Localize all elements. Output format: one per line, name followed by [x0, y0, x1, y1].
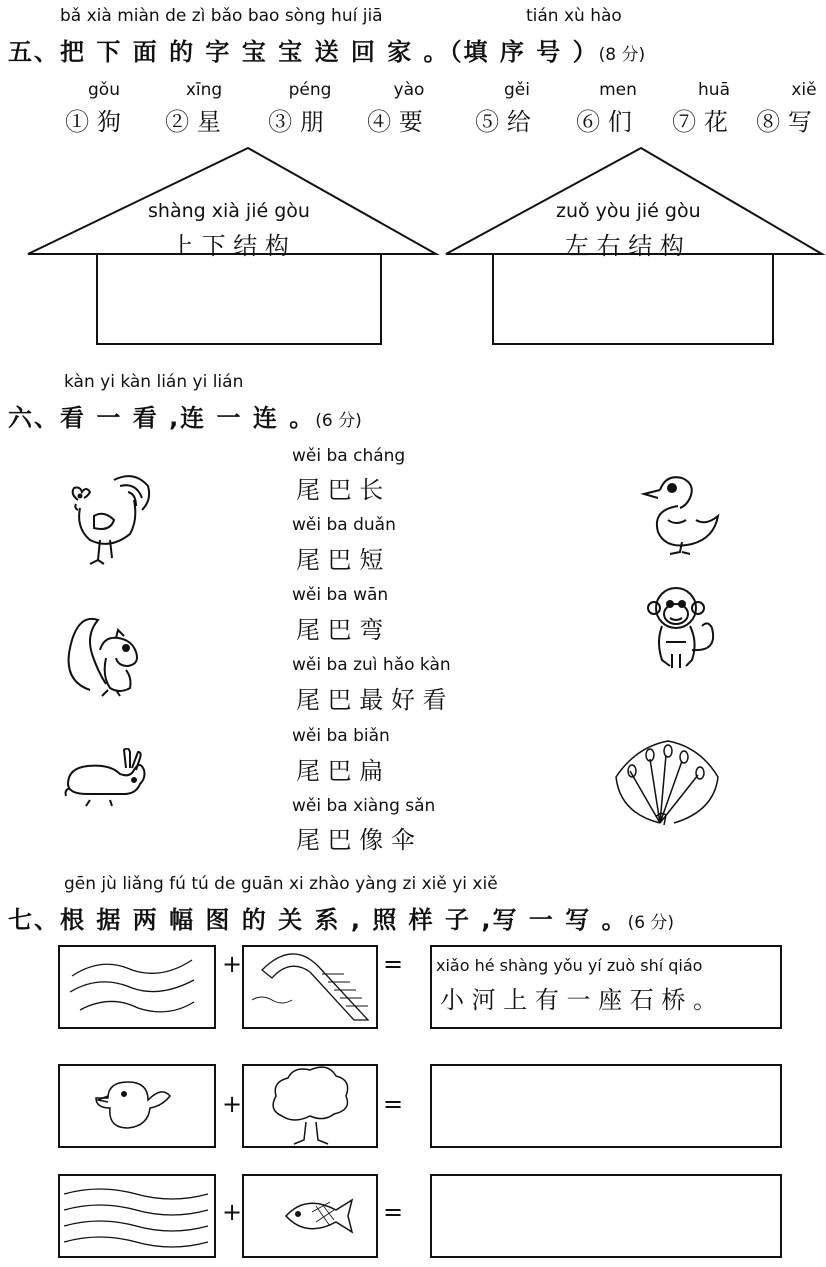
house-left-label: 上 下 结 构 [170, 232, 289, 260]
section5-heading [8, 32, 645, 67]
rooster-icon[interactable] [58, 470, 158, 570]
section6-pinyin: kàn yi kàn lián yi lián [64, 372, 244, 392]
char-option [153, 80, 233, 137]
phrase-pinyin: wěi ba wān [292, 585, 389, 605]
char-hanzi: 们 [607, 108, 632, 136]
equals-sign: = [383, 950, 404, 978]
phrase-hanzi[interactable]: 尾 巴 扁 [296, 757, 384, 785]
water-picture [59, 1175, 215, 1257]
section5-title: 把 下 面 的 字 宝 宝 送 回 家 。 [60, 38, 450, 66]
section5-score: (8 分) [598, 45, 646, 65]
phrase-pinyin: wěi ba duǎn [292, 515, 396, 535]
char-number: ⑤ [475, 108, 500, 136]
char-number: ② [165, 108, 190, 136]
section7-title: 根 据 两 幅 图 的 关 系 , 照 样 子 ,写 一 写 。 [60, 906, 628, 934]
char-pinyin: gǒu [88, 80, 120, 100]
char-pinyin: huā [698, 80, 730, 100]
char-pinyin: men [599, 80, 637, 100]
char-number: ③ [268, 108, 293, 136]
rabbit-icon[interactable] [60, 748, 150, 808]
plus-sign: + [222, 950, 243, 978]
answer-box-2[interactable] [431, 1065, 781, 1147]
tree-picture [243, 1065, 377, 1147]
plus-sign: + [222, 1090, 243, 1118]
equals-sign: = [383, 1198, 404, 1226]
char-pinyin: péng [288, 80, 332, 100]
char-pinyin: xiě [791, 80, 817, 100]
char-hanzi: 狗 [96, 108, 121, 136]
house-right-answer-box[interactable] [493, 254, 773, 344]
char-hanzi: 星 [196, 108, 221, 136]
house-left-answer-box[interactable] [97, 254, 381, 344]
monkey-icon[interactable] [636, 582, 726, 672]
char-hanzi: 要 [398, 108, 423, 136]
section5-number: 五、 [8, 38, 60, 66]
phrase-pinyin: wěi ba cháng [292, 446, 406, 466]
section6-heading [8, 398, 362, 433]
section7-score: (6 分) [627, 913, 675, 933]
house-right-pinyin: zuǒ yòu jié gòu [556, 200, 701, 222]
char-pinyin: yào [393, 80, 425, 100]
char-hanzi: 给 [506, 108, 531, 136]
river-picture [59, 946, 215, 1028]
char-number: ④ [367, 108, 392, 136]
char-option [660, 80, 740, 137]
houses-drawing [0, 140, 826, 355]
char-number: ⑧ [756, 108, 781, 136]
equals-sign: = [383, 1090, 404, 1118]
char-option [256, 80, 336, 137]
section5-pinyin: bǎ xià miàn de zì bǎo bao sòng huí jiā [60, 6, 383, 26]
char-option [463, 80, 543, 137]
char-option [355, 80, 435, 137]
section6-score: (6 分) [315, 411, 362, 431]
phrase-hanzi[interactable]: 尾 巴 像 伞 [296, 826, 415, 854]
plus-sign: + [222, 1198, 243, 1226]
phrase-hanzi[interactable]: 尾 巴 弯 [296, 616, 384, 644]
section6-title: 看 一 看 ,连 一 连 。 [60, 404, 316, 432]
section5-paren: （填 序 号 ） [449, 38, 599, 66]
fish-picture [243, 1175, 377, 1257]
char-option [564, 80, 644, 137]
phrase-pinyin: wěi ba biǎn [292, 726, 390, 746]
section7-pinyin: gēn jù liǎng fú tú de guān xi zhào yàng zi xiě yi xiě [64, 874, 498, 894]
char-pinyin: xīng [185, 80, 223, 100]
answer-box-3[interactable] [431, 1175, 781, 1257]
section5-pinyin-2: tián xù hào [526, 6, 622, 26]
phrase-hanzi[interactable]: 尾 巴 长 [296, 476, 384, 504]
char-number: ⑥ [576, 108, 601, 136]
char-option [58, 80, 128, 137]
phrase-hanzi[interactable]: 尾 巴 最 好 看 [296, 686, 447, 714]
phrase-pinyin: wěi ba xiàng sǎn [292, 796, 436, 816]
section7-number: 七、 [8, 906, 60, 934]
char-number: ⑦ [672, 108, 697, 136]
squirrel-icon[interactable] [60, 610, 160, 705]
section6-number: 六、 [8, 404, 60, 432]
stone-bridge-picture [243, 946, 377, 1028]
phrase-pinyin: wěi ba zuì hǎo kàn [292, 655, 451, 675]
char-number: ① [65, 108, 90, 136]
house-left-pinyin: shàng xià jié gòu [148, 200, 310, 222]
example-pinyin: xiǎo hé shàng yǒu yí zuò shí qiáo [436, 956, 703, 975]
bird-picture [59, 1065, 215, 1147]
example-sentence: 小 河 上 有 一 座 石 桥 。 [440, 986, 718, 1014]
duck-icon[interactable] [634, 470, 724, 560]
char-option [746, 80, 822, 137]
char-hanzi: 朋 [299, 108, 324, 136]
char-pinyin: gěi [504, 80, 530, 100]
char-hanzi: 花 [703, 108, 728, 136]
house-right-label: 左 右 结 构 [565, 232, 684, 260]
char-hanzi: 写 [787, 108, 812, 136]
phrase-hanzi[interactable]: 尾 巴 短 [296, 546, 384, 574]
peacock-icon[interactable] [612, 735, 722, 830]
